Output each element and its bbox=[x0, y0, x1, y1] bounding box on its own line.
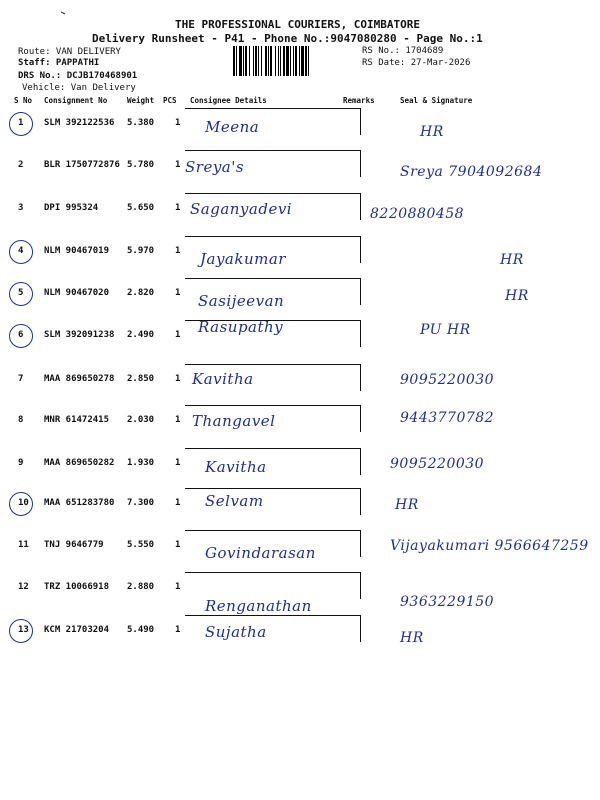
barcode bbox=[233, 46, 360, 76]
handwritten-consignee-name: Selvam bbox=[205, 492, 264, 510]
handwritten-consignee-name: Rasupathy bbox=[198, 318, 284, 336]
handwritten-signature: 9363229150 bbox=[400, 594, 495, 610]
row-pcs: 1 bbox=[175, 288, 181, 298]
row-s-no: 7 bbox=[18, 374, 24, 384]
handwritten-signature: 9095220030 bbox=[400, 372, 495, 388]
row-pcs: 1 bbox=[175, 246, 181, 256]
row-weight: 1.930 bbox=[127, 458, 155, 468]
row-s-no: 11 bbox=[18, 540, 29, 550]
row-s-no: 12 bbox=[18, 582, 29, 592]
row-consignment-no: SLM 392122536 bbox=[44, 118, 115, 128]
col-remarks: Remarks bbox=[343, 96, 375, 105]
consignee-box bbox=[185, 572, 361, 599]
handwritten-signature: HR bbox=[420, 124, 444, 140]
row-consignment-no: BLR 1750772876 bbox=[44, 160, 120, 170]
handwritten-signature: Vijayakumari 9566647259 bbox=[390, 538, 589, 554]
handwritten-consignee-name: Sasijeevan bbox=[198, 292, 285, 310]
handwritten-signature: Sreya 7904092684 bbox=[400, 164, 543, 180]
row-pcs: 1 bbox=[175, 374, 181, 384]
row-pcs: 1 bbox=[175, 203, 181, 213]
stray-mark bbox=[60, 10, 70, 20]
handwritten-consignee-name: Kavitha bbox=[192, 370, 254, 388]
row-pcs: 1 bbox=[175, 160, 181, 170]
row-weight: 2.820 bbox=[127, 288, 155, 298]
row-weight: 7.300 bbox=[127, 498, 155, 508]
handwritten-consignee-name: Sujatha bbox=[205, 623, 267, 641]
row-consignment-no: MAA 651283780 bbox=[44, 498, 115, 508]
handwritten-signature: 9095220030 bbox=[390, 456, 485, 472]
row-consignment-no: TRZ 10066918 bbox=[44, 582, 110, 592]
handwritten-signature: HR bbox=[400, 630, 424, 646]
row-s-no: 9 bbox=[18, 458, 24, 468]
row-s-no: 4 bbox=[18, 246, 24, 256]
row-s-no: 6 bbox=[18, 330, 24, 340]
row-weight: 2.850 bbox=[127, 374, 155, 384]
row-consignment-no: MNR 61472415 bbox=[44, 415, 110, 425]
rs-date: RS Date: 27-Mar-2026 bbox=[362, 58, 471, 68]
staff-label: Staff: PAPPATHI bbox=[18, 58, 100, 68]
row-pcs: 1 bbox=[175, 540, 181, 550]
row-weight: 5.970 bbox=[127, 246, 155, 256]
col-s-no: S No bbox=[14, 96, 33, 105]
route-label: Route: VAN DELIVERY bbox=[18, 47, 121, 57]
handwritten-consignee-name: Saganyadevi bbox=[190, 200, 293, 218]
handwritten-consignee-name: Kavitha bbox=[205, 458, 267, 476]
row-pcs: 1 bbox=[175, 118, 181, 128]
row-weight: 5.380 bbox=[127, 118, 155, 128]
table-row bbox=[0, 615, 600, 667]
col-consignee-details: Consignee Details bbox=[190, 96, 267, 105]
row-consignment-no: MAA 869650278 bbox=[44, 374, 115, 384]
row-s-no: 1 bbox=[18, 118, 24, 128]
vehicle-label: Vehicle: Van Delivery bbox=[22, 83, 136, 93]
handwritten-signature: HR bbox=[505, 288, 529, 304]
col-seal-signature: Seal & Signature bbox=[400, 96, 473, 105]
runsheet-title: Delivery Runsheet - P41 - Phone No.:9047080280 - Page No.:1 bbox=[92, 32, 483, 45]
row-s-no: 5 bbox=[18, 288, 24, 298]
row-s-no: 3 bbox=[18, 203, 24, 213]
row-weight: 5.650 bbox=[127, 203, 155, 213]
row-weight: 2.030 bbox=[127, 415, 155, 425]
rs-number: RS No.: 1704689 bbox=[362, 46, 444, 56]
row-pcs: 1 bbox=[175, 498, 181, 508]
row-consignment-no: KCM 21703204 bbox=[44, 625, 110, 635]
handwritten-consignee-name: Sreya's bbox=[185, 158, 245, 176]
handwritten-signature: 8220880458 bbox=[370, 206, 465, 222]
row-pcs: 1 bbox=[175, 582, 181, 592]
row-s-no: 8 bbox=[18, 415, 24, 425]
handwritten-consignee-name: Jayakumar bbox=[200, 250, 286, 268]
handwritten-consignee-name: Govindarasan bbox=[205, 544, 316, 562]
row-weight: 2.490 bbox=[127, 330, 155, 340]
handwritten-consignee-name: Renganathan bbox=[205, 597, 312, 615]
row-weight: 5.490 bbox=[127, 625, 155, 635]
handwritten-signature: HR bbox=[500, 252, 524, 268]
handwritten-signature: HR bbox=[395, 497, 419, 513]
row-s-no: 10 bbox=[18, 498, 29, 508]
row-consignment-no: MAA 869650282 bbox=[44, 458, 115, 468]
handwritten-signature: 9443770782 bbox=[400, 410, 495, 426]
handwritten-consignee-name: Meena bbox=[205, 118, 260, 136]
handwritten-signature: PU HR bbox=[420, 322, 471, 338]
row-pcs: 1 bbox=[175, 330, 181, 340]
row-weight: 5.780 bbox=[127, 160, 155, 170]
col-pcs: PCS bbox=[163, 96, 177, 105]
row-consignment-no: NLM 90467019 bbox=[44, 246, 110, 256]
row-weight: 2.880 bbox=[127, 582, 155, 592]
row-consignment-no: TNJ 9646779 bbox=[44, 540, 104, 550]
row-weight: 5.550 bbox=[127, 540, 155, 550]
row-consignment-no: DPI 995324 bbox=[44, 203, 99, 213]
row-consignment-no: SLM 392091238 bbox=[44, 330, 115, 340]
row-consignment-no: NLM 90467020 bbox=[44, 288, 110, 298]
row-s-no: 13 bbox=[18, 625, 29, 635]
row-pcs: 1 bbox=[175, 415, 181, 425]
row-s-no: 2 bbox=[18, 160, 24, 170]
row-pcs: 1 bbox=[175, 625, 181, 635]
drs-number: DRS No.: DCJB170468901 bbox=[18, 71, 138, 81]
row-pcs: 1 bbox=[175, 458, 181, 468]
company-title: THE PROFESSIONAL COURIERS, COIMBATORE bbox=[175, 18, 421, 31]
handwritten-consignee-name: Thangavel bbox=[192, 412, 276, 430]
col-weight: Weight bbox=[127, 96, 155, 105]
col-consignment-no: Consignment No bbox=[44, 96, 108, 105]
